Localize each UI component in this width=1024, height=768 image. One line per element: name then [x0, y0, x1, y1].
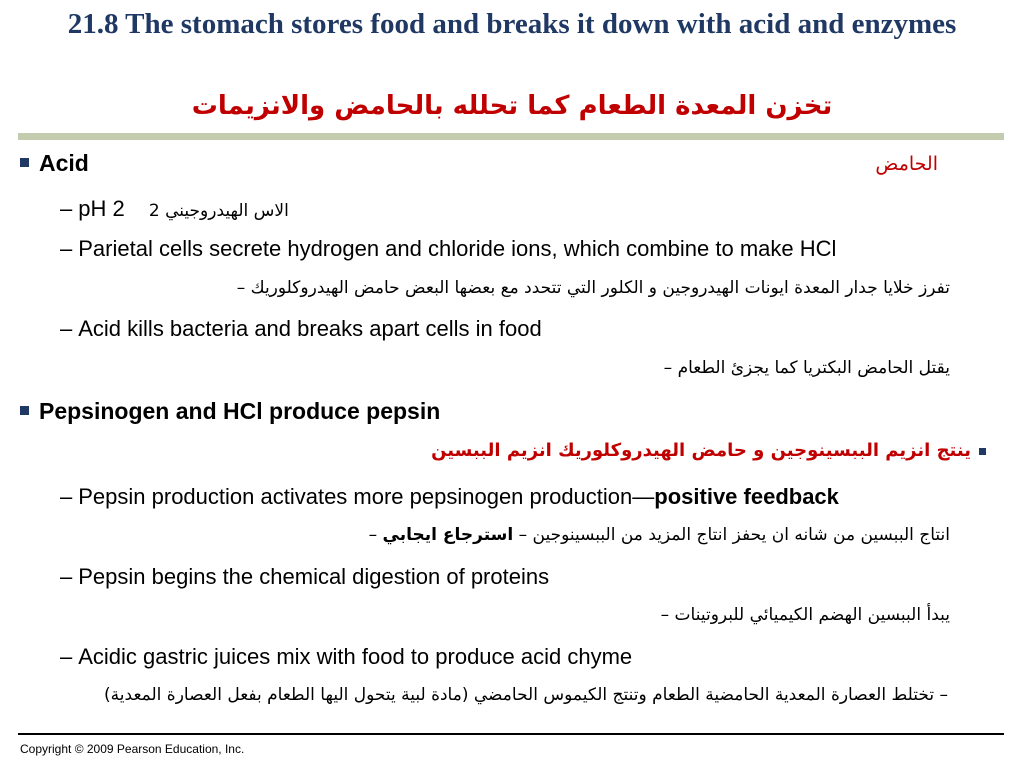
pepsin-begins-item: – Pepsin begins the chemical digestion of proteins [60, 564, 550, 589]
acid-kills-item-arabic: يقتل الحامض البكتريا كما يجزئ الطعام – [663, 358, 950, 378]
square-bullet-icon [20, 158, 29, 167]
page-title-arabic: تخزن المعدة الطعام كما تحلله بالحامض والانزيمات [191, 91, 833, 121]
title-divider [18, 133, 1004, 140]
square-bullet-icon [979, 448, 986, 455]
page-title: 21.8 The stomach stores food and breaks it down with acid and enzymes [67, 8, 957, 40]
pepsin-heading-arabic: ينتج انزيم الببسينوجين و حامض الهيدروكلوريك انزيم الببسين [431, 440, 986, 461]
pepsin-begins-item-arabic: يبدأ الببسين الهضم الكيميائي للبروتينات – [660, 605, 950, 625]
footer-divider [18, 733, 1004, 735]
parietal-item-arabic: تفرز خلايا جدار المعدة ايونات الهيدروجين و الكلور التي تتحدد مع بعضها البعض حامض الهيدروكلوريك – [236, 278, 950, 298]
copyright: Copyright © 2009 Pearson Education, Inc. [20, 742, 245, 756]
pepsin-production-item-arabic: انتاج الببسين من شانه ان يحفز انتاج المزيد من الببسينوجين – استرجاع ايجابي – [368, 525, 950, 545]
parietal-item: – Parietal cells secrete hydrogen and chloride ions, which combine to make HCl [60, 236, 837, 261]
pepsin-production-item: – Pepsin production activates more pepsinogen production—positive feedback [60, 484, 839, 509]
acidic-juices-item: – Acidic gastric juices mix with food to produce acid chyme [60, 644, 633, 669]
acid-heading: Acid [20, 150, 89, 177]
square-bullet-icon [20, 406, 29, 415]
acid-heading-arabic: الحامض [875, 153, 938, 175]
ph-item-arabic: الاس الهيدروجيني 2 [148, 201, 289, 221]
acid-kills-item: – Acid kills bacteria and breaks apart cells in food [60, 316, 542, 341]
acidic-juices-item-arabic: – تختلط العصارة المعدية الحامضية الطعام وتنتج الكيموس الحامضي (مادة لبية يتحول اليها الطعام بفعل العصارة المعدية) [104, 685, 948, 705]
pepsin-heading: Pepsinogen and HCl produce pepsin [20, 398, 440, 425]
ph-item: – pH 2 الاس الهيدروجيني 2 [60, 196, 289, 221]
